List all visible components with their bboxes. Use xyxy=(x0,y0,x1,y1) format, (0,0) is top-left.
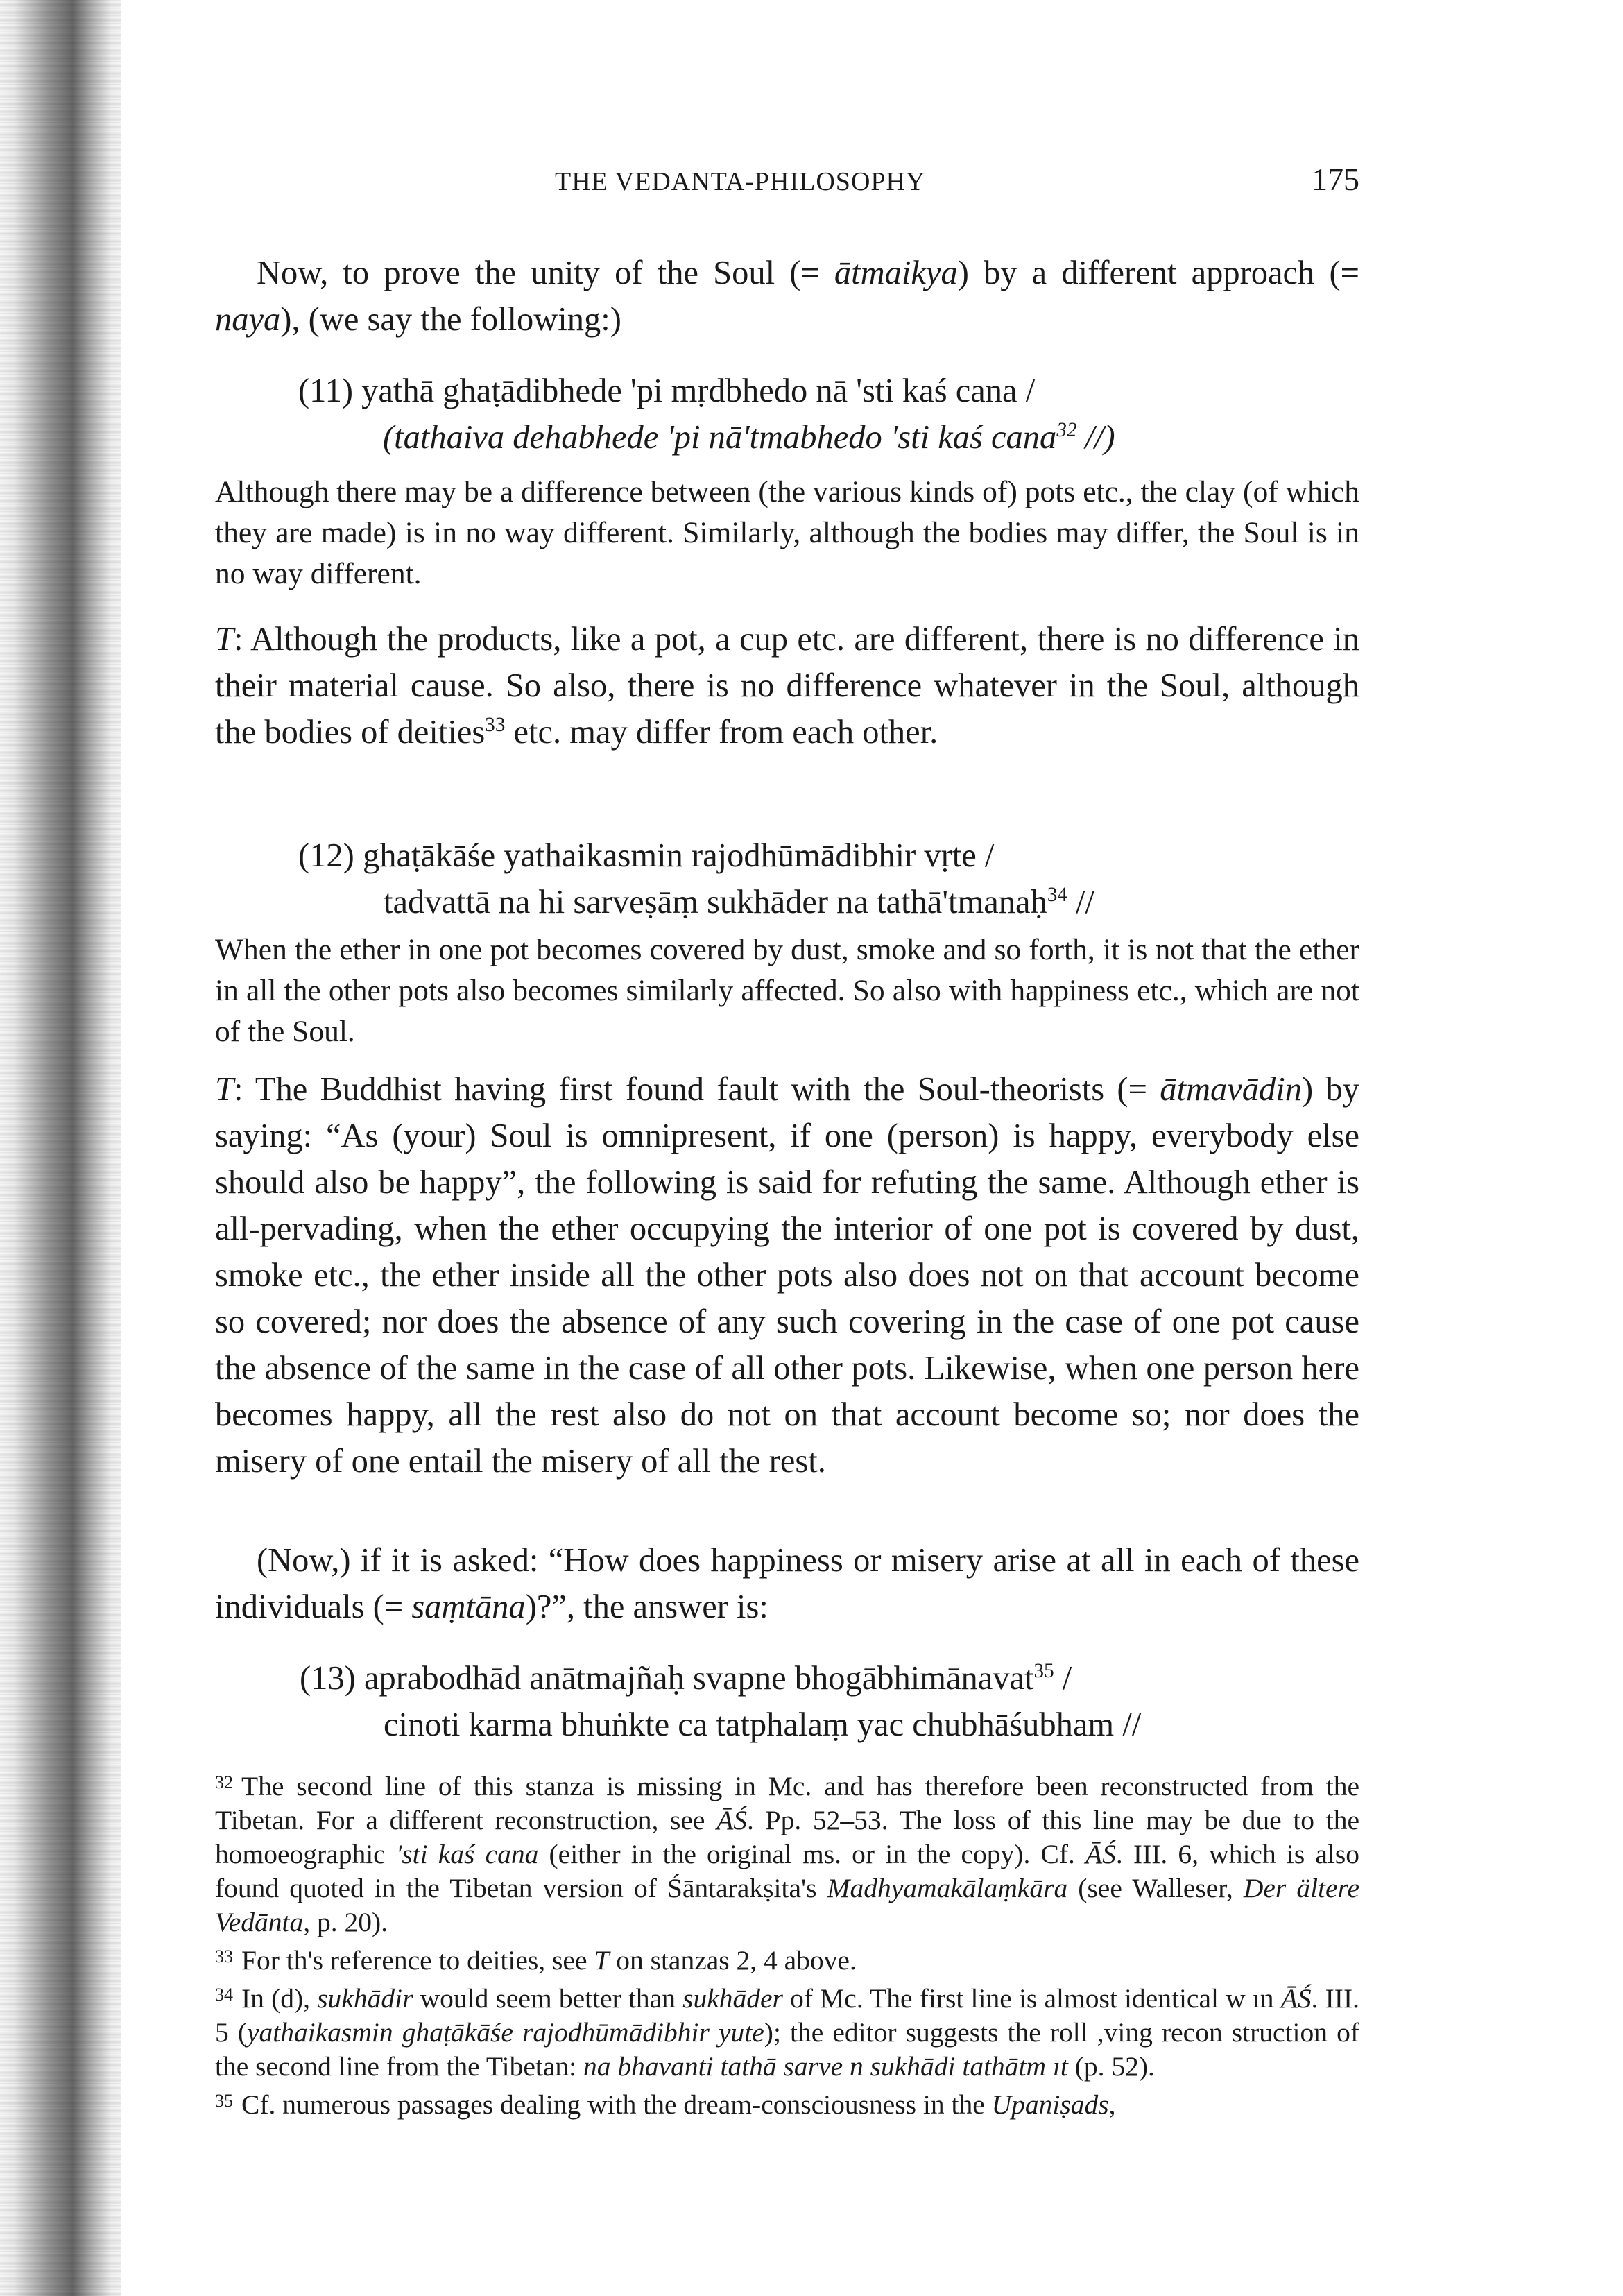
page-header xyxy=(215,161,1359,203)
footnote-32: 32 The second line of this stanza is missing in Mc. and has therefore been reconstructed from the Tibetan. For a different reconstruction, see ĀŚ. Pp. 52–53. The loss of this line may be due to the homoeographic 'sti kaś cana (either in the original ms. or in the copy). Cf. ĀŚ. III. 6, which is also found quoted in the Tibetan version of Śāntarakṣita's Madhyamakālaṃkāra (see Walleser, Der ältere Vedānta, p. 20). xyxy=(215,1771,1359,1937)
verse-11-line-2: (tathaiva dehabhede 'pi nā'tmabhedo 'sti kaś cana$^{32}$ //) xyxy=(383,418,1115,456)
footnote-33: 33 For th's reference to deities, see T on stanzas 2, 4 above. xyxy=(215,1945,857,1976)
intro-paragraph: Now, to prove the unity of the Soul (= ātmaikya) by a different approach (= naya), (we say the following:) xyxy=(215,255,1359,338)
verse-13-line-1: (13) aprabodhād anātmajñaḥ svapne bhogābhimānavat$^{35}$ / xyxy=(300,1659,1072,1697)
footnote-35: 35 Cf. numerous passages dealing with the dream-consciousness in the Upaniṣads, xyxy=(215,2089,1116,2120)
footnote-34: 34 In (d), sukhādir would seem better than sukhāder of Mc. The first line is almost identical w ın ĀŚ. III. 5 (yathaikasmin ghaṭākāśe rajodhūmādibhir yute); the editor suggests the roll ,ving recon struction of the second line from the Tibetan: na bhavanti tathā sarve n sukhādi tathātm ıt (p. 52). xyxy=(215,1983,1360,2082)
verse-11-translation: Although there may be a difference between (the various kinds of) pots etc., the clay (of which they are made) is in no way different. Similarly, although the bodies may differ, the Soul is in no way different. xyxy=(215,475,1359,590)
book-spine-shadow xyxy=(0,0,121,2296)
page-number: 175 xyxy=(1312,162,1359,197)
verse-12-line-1: (12) ghaṭākāśe yathaikasmin rajodhūmādibhir vṛte / xyxy=(298,837,995,874)
verse-13-line-2: cinoti karma bhuṅkte ca tatphalaṃ yac chubhāśubham // xyxy=(384,1706,1142,1743)
running-head: THE VEDANTA-PHILOSOPHY xyxy=(555,167,926,196)
verse-11-line-1: (11) yathā ghaṭādibhede 'pi mṛdbhedo nā 'sti kaś cana / xyxy=(298,372,1036,409)
footnotes xyxy=(215,1765,1359,2122)
verse-12-line-2: tadvattā na hi sarveṣāṃ sukhāder na tathā'tmanaḥ$^{34}$ // xyxy=(384,883,1094,920)
question-paragraph: (Now,) if it is asked: “How does happiness or misery arise at all in each of these individuals (= saṃtāna)?”, the answer is: xyxy=(215,1542,1359,1625)
verse-12-translation: When the ether in one pot becomes covered by dust, smoke and so forth, it is not that the ether in all the other pots also becomes similarly affected. So also with happiness etc., which are not of the Soul. xyxy=(215,933,1359,1048)
verse-12-commentary: T: The Buddhist having first found fault with the Soul-theorists (= ātmavādin) by saying: “As (your) Soul is omnipresent, if one (person) is happy, everybody else should also be happy”, the following is said for refuting the same. Although ether is all-pervading, when the ether occupying the interior of one pot is covered by dust, smoke etc., the ether inside all the other pots also does not on that account become so covered; nor does the absence of any such covering in the case of one pot cause the absence of the same in the case of all other pots. Likewise, when one person here becomes happy, all the rest also do not on that account become so; nor does the misery of one entail the misery of all the rest. xyxy=(215,1071,1360,1480)
verse-11-commentary: T: Although the products, like a pot, a cup etc. are different, there is no difference in their material cause. So also, there is no difference whatever in the Soul, although the bodies of deities$^{33}$ etc. may differ from each other. xyxy=(215,621,1359,751)
